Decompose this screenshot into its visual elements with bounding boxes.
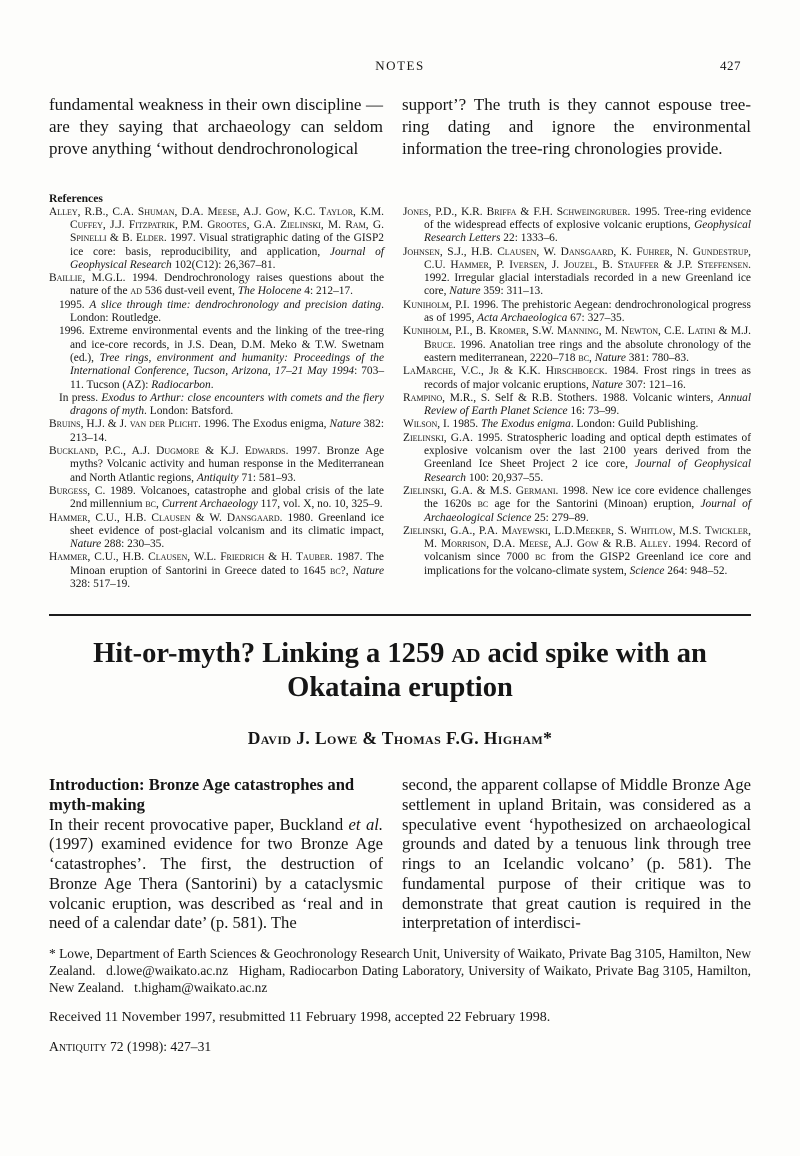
intro-column-left xyxy=(49,775,383,933)
section-divider-rule xyxy=(49,614,751,616)
reference-entry: LaMarche, V.C., Jr & K.K. Hirschboeck. 1984. Frost rings in trees as records of major volcanic eruptions, Nature 307: 121–16. xyxy=(403,365,751,391)
intro-section-heading: Introduction: Bronze Age catastrophes and myth-making xyxy=(49,775,355,814)
references-list-left xyxy=(49,206,384,592)
reference-entry: Bruins, H.J. & J. van der Plicht. 1996. The Exodus enigma, Nature 382: 213–14. xyxy=(49,418,384,444)
reference-entry: Rampino, M.R., S. Self & R.B. Stothers. 1988. Volcanic winters, Annual Review of Earth Planet Science 16: 73–99. xyxy=(403,391,751,418)
reference-entry: Johnsen, S.J., H.B. Clausen, W. Dansgaard, K. Fuhrer, N. Gundestrup, C.U. Hammer, P. Iversen, J. Jouzel, B. Stauffer & J.P. Steffensen. 1992. Irregular glacial interstadials recorded in a new Greenland ice core, Nature 359: 311–13. xyxy=(403,245,751,298)
reference-entry: Zielinski, G.A., P.A. Mayewski, L.D.Meeker, S. Whitlow, M.S. Twickler, M. Morrison, D.A. Meese, A.J. Gow & R.B. Alley. 1994. Record of volcanism since 7000 bc from the GISP2 Greenland ice core and implications for the volcano-climate system, Science 264: 948–52. xyxy=(403,524,751,577)
author-affiliation-footnote: * Lowe, Department of Earth Sciences & Geochronology Research Unit, University of Waikato, Private Bag 3105, Hamilton, New Zealand. d.lowe@waikato.ac.nz Higham, Radiocarbon Dating Laboratory, University of Waikato, Private Bag 3105, Hamilton, New Zealand. t.higham@waikato.ac.nz xyxy=(49,945,751,996)
reference-entry: Kuniholm, P.I. 1996. The prehistoric Aegean: dendrochronological progress as of 1995, Acta Archaeologica 67: 327–35. xyxy=(403,298,751,325)
intro-right-text: second, the apparent collapse of Middle Bronze Age settlement in upland Britain, was considered as a speculative event ‘hypothesized on archaeological grounds and dated by a tenuous link through tree rings to an Icelandic volcano’ (p. 581). The fundamental purpose of their critique was to demonstrate that great caution is required in the interpretation of interdisci- xyxy=(402,775,751,933)
references-column-left xyxy=(49,192,384,591)
reference-entry: Hammer, C.U., H.B. Clausen, W.L. Friedrich & H. Tauber. 1987. The Minoan eruption of Santorini in Greece dated to 1645 bc?, Nature 328: 517–19. xyxy=(49,551,384,590)
page-header xyxy=(49,58,751,73)
reference-entry: Jones, P.D., K.R. Briffa & F.H. Schweingruber. 1995. Tree-ring evidence of the widespread effects of explosive volcanic eruptions, Geophysical Research Letters 22: 1333–6. xyxy=(403,205,751,245)
reference-entry: Buckland, P.C., A.J. Dugmore & K.J. Edwards. 1997. Bronze Age myths? Volcanic activity and human response in the Mediterranean and North Atlantic regions, Antiquity 71: 581–93. xyxy=(49,445,384,484)
article-title-line-2: Okataina eruption xyxy=(287,671,513,703)
article-title-line-1: Hit-or-myth? Linking a 1259 ad acid spike with an xyxy=(93,638,707,670)
reference-entry: Kuniholm, P.I., B. Kromer, S.W. Manning, M. Newton, C.E. Latini & M.J. Bruce. 1996. Anatolian tree rings and the absolute chronology of the eastern mediterranean, 2220–718 bc, Nature 381: 780–83. xyxy=(403,325,751,364)
introduction-section xyxy=(49,775,751,933)
running-title: NOTES xyxy=(375,58,425,73)
page-content xyxy=(49,0,751,1055)
reference-entry: Baillie, M.G.L. 1994. Dendrochronology raises questions about the nature of the ad 536 dust-veil event, The Holocene 4: 212–17. xyxy=(49,272,384,298)
reference-entry: Zielinski, G.A. & M.S. Germani. 1998. New ice core evidence challenges the 1620s bc age for the Santorini (Minoan) eruption, Journal of Archaeological Science 25: 279–89. xyxy=(403,484,751,524)
continuation-section xyxy=(49,94,751,159)
intro-left-text: In their recent provocative paper, Buckland et al. (1997) examined evidence for two Bronze Age ‘catastrophes’. The first, the destruction of Bronze Age Thera (Santorini) by a cataclysmic volcanic eruption, was described as ‘real and in need of a calendar date’ (p. 581). The xyxy=(49,814,383,933)
article-authors: David J. Lowe & Thomas F.G. Higham* xyxy=(247,728,553,749)
article-title xyxy=(49,637,751,704)
reference-entry: Burgess, C. 1989. Volcanoes, catastrophe and global crisis of the late 2nd millennium bc, Current Archaeology 117, vol. X, no. 10, 325–9. xyxy=(49,484,384,511)
references-list-right xyxy=(403,206,751,578)
references-column-right xyxy=(403,192,751,591)
reference-entry: Wilson, I. 1985. The Exodus enigma. London: Guild Publishing. xyxy=(403,418,699,431)
continuation-left-column: fundamental weakness in their own discipline — are they saying that archaeology can seldom prove anything ‘without dendrochronological xyxy=(49,95,383,158)
reference-entry: In press. Exodus to Arthur: close encounters with comets and the fiery dragons of myth. London: Batsford. xyxy=(59,391,384,418)
reference-entry: Alley, R.B., C.A. Shuman, D.A. Meese, A.J. Gow, K.C. Taylor, K.M. Cuffey, J.J. Fitzpatrik, P.M. Grootes, G.A. Zielinski, M. Ram, G. Spinelli & B. Elder. 1997. Visual stratigraphic dating of the GISP2 ice core: basis, reproducibility, and application, Journal of Geophysical Research 102(C12): 26,367–81. xyxy=(49,205,384,271)
received-dates-line: Received 11 November 1997, resubmitted 11 February 1998, accepted 22 February 1998. xyxy=(49,1009,551,1025)
reference-entry: 1996. Extreme environmental events and the linking of the tree-ring and ice-core records, in J.S. Dean, D.M. Meko & T.W. Swetnam (ed.), Tree rings, environment and humanity: Proceedings of the International Conference, Tucson, Arizona, 17–21 May 1994: 703–11. Tucson (AZ): Radiocarbon. xyxy=(59,325,385,391)
journal-citation-line: Antiquity 72 (1998): 427–31 xyxy=(49,1038,212,1054)
reference-entry: 1995. A slice through time: dendrochronology and precision dating. London: Routledge. xyxy=(59,298,384,325)
page-number: 427 xyxy=(720,58,741,73)
references-heading: References xyxy=(49,192,103,206)
reference-entry: Zielinski, G.A. 1995. Stratospheric loading and optical depth estimates of explosive volcanism over the last 2100 years derived from the Greenland Ice Sheet Project 2 ice core, Journal of Geophysical Research 100: 20,937–55. xyxy=(403,431,751,484)
reference-entry: Hammer, C.U., H.B. Clausen & W. Dansgaard. 1980. Greenland ice sheet evidence of post-glacial volcanism and its climatic impact, Nature 288: 230–35. xyxy=(49,511,385,551)
continuation-right-column: support’? The truth is they cannot espouse tree-ring dating and ignore the environmental information the tree-ring chronologies provide. xyxy=(402,95,751,158)
references-section xyxy=(49,192,751,591)
